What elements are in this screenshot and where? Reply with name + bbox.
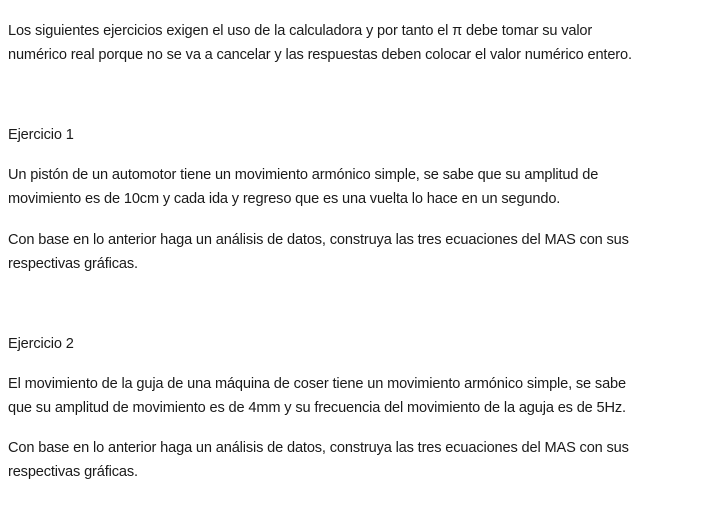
statement-line: Un pistón de un automotor tiene un movimiento armónico simple, se sabe que su amplitud de — [8, 167, 599, 183]
statement-line: El movimiento de la guja de una máquina de coser tiene un movimiento armónico simple, se sabe — [8, 376, 626, 392]
task-line: respectivas gráficas. — [8, 464, 138, 480]
intro-line: Los siguientes ejercicios exigen el uso de la calculadora y por tanto el π debe tomar su valor — [8, 23, 593, 39]
statement-line: que su amplitud de movimiento es de 4mm y su frecuencia del movimiento de la aguja es de 5Hz. — [8, 400, 626, 416]
task-line: Con base en lo anterior haga un análisis de datos, construya las tres ecuaciones del MAS con sus — [8, 440, 629, 456]
intro-paragraph — [8, 19, 706, 67]
task-line: respectivas gráficas. — [8, 256, 138, 272]
exercise-2-heading: Ejercicio 2 — [8, 336, 74, 352]
exercise-2-statement — [8, 372, 706, 420]
exercise-1-task — [8, 228, 706, 276]
statement-line: movimiento es de 10cm y cada ida y regreso que es una vuelta lo hace en un segundo. — [8, 191, 561, 207]
exercise-1-heading: Ejercicio 1 — [8, 127, 74, 143]
exercise-2-task — [8, 436, 706, 484]
intro-line: numérico real porque no se va a cancelar y las respuestas deben colocar el valor numérico entero. — [8, 47, 632, 63]
task-line: Con base en lo anterior haga un análisis de datos, construya las tres ecuaciones del MAS con sus — [8, 232, 629, 248]
exercise-1-statement — [8, 163, 706, 211]
